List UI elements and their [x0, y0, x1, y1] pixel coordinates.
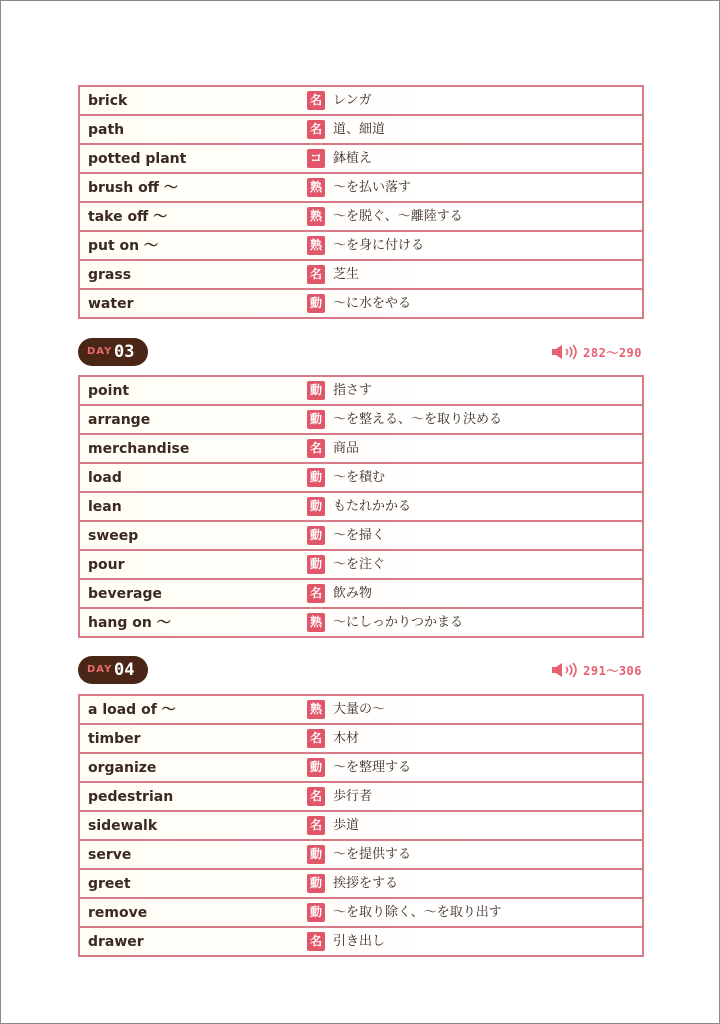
- vocab-table: [78, 375, 644, 638]
- word: serve: [88, 847, 132, 863]
- vocab-section-1: [78, 85, 644, 319]
- word: take off 〜: [88, 209, 168, 225]
- table-row: [80, 754, 642, 783]
- pos-badge: 動: [307, 758, 325, 777]
- speaker-icon: [551, 662, 579, 678]
- pos-badge: 動: [307, 381, 325, 400]
- word: arrange: [88, 412, 151, 428]
- meaning: 歩道: [333, 818, 360, 833]
- word: put on 〜: [88, 238, 159, 254]
- pos-badge: 熟: [307, 613, 325, 632]
- meaning: 〜を身に付ける: [333, 238, 425, 253]
- table-row: [80, 696, 642, 725]
- meaning: 芝生: [333, 267, 360, 282]
- word: merchandise: [88, 441, 190, 457]
- meaning: もたれかかる: [333, 499, 412, 514]
- meaning: 飲み物: [333, 586, 373, 601]
- table-row: [80, 232, 642, 261]
- pos-badge: 熟: [307, 207, 325, 226]
- table-row: [80, 725, 642, 754]
- meaning: 歩行者: [333, 789, 373, 804]
- table-row: [80, 116, 642, 145]
- table-row: [80, 87, 642, 116]
- word: timber: [88, 731, 141, 747]
- meaning: 〜にしっかりつかまる: [333, 615, 464, 630]
- table-row: [80, 290, 642, 319]
- word: hang on 〜: [88, 615, 171, 631]
- meaning: 〜を脱ぐ、〜離陸する: [333, 209, 463, 224]
- pos-badge: 熟: [307, 700, 325, 719]
- pos-badge: 名: [307, 584, 325, 603]
- pos-badge: 名: [307, 120, 325, 139]
- track-range: 291〜306: [583, 663, 642, 678]
- day-pill: [78, 656, 148, 684]
- meaning: 〜を掃く: [333, 528, 386, 543]
- meaning: 大量の〜: [333, 702, 386, 717]
- word: pedestrian: [88, 789, 174, 805]
- pos-badge: 名: [307, 816, 325, 835]
- pos-badge: 動: [307, 410, 325, 429]
- word: remove: [88, 905, 148, 921]
- word: drawer: [88, 934, 144, 950]
- day-header-04: [78, 656, 644, 684]
- meaning: 〜を整える、〜を取り決める: [333, 412, 503, 427]
- word: pour: [88, 557, 125, 573]
- word: a load of 〜: [88, 702, 176, 718]
- table-row: [80, 841, 642, 870]
- word: organize: [88, 760, 157, 776]
- pos-badge: コ: [307, 149, 325, 168]
- day-number: 03: [114, 342, 135, 362]
- word: brick: [88, 93, 128, 109]
- meaning: 〜を提供する: [333, 847, 412, 862]
- table-row: [80, 203, 642, 232]
- pos-badge: 動: [307, 526, 325, 545]
- table-row: [80, 261, 642, 290]
- meaning: 〜を積む: [333, 470, 386, 485]
- meaning: 〜を払い落す: [333, 180, 412, 195]
- table-row: [80, 551, 642, 580]
- meaning: 〜を取り除く、〜を取り出す: [333, 905, 502, 920]
- pos-badge: 動: [307, 497, 325, 516]
- pos-badge: 動: [307, 468, 325, 487]
- track-range: 282〜290: [583, 345, 642, 360]
- word: brush off 〜: [88, 180, 178, 196]
- meaning: 鉢植え: [333, 151, 373, 166]
- word: point: [88, 383, 130, 399]
- table-row: [80, 899, 642, 928]
- pos-badge: 動: [307, 903, 325, 922]
- table-row: [80, 783, 642, 812]
- meaning: 商品: [333, 441, 360, 456]
- pos-badge: 動: [307, 845, 325, 864]
- speaker-icon: [551, 344, 579, 360]
- pos-badge: 名: [307, 91, 325, 110]
- day-pill: [78, 338, 148, 366]
- day-number: 04: [114, 660, 135, 680]
- meaning: 挨拶をする: [333, 876, 399, 891]
- table-row: [80, 928, 642, 957]
- vocab-table: [78, 694, 644, 957]
- pos-badge: 名: [307, 787, 325, 806]
- word: sweep: [88, 528, 139, 544]
- table-row: [80, 493, 642, 522]
- meaning: 〜を整理する: [333, 760, 412, 775]
- word: lean: [88, 499, 122, 515]
- table-row: [80, 870, 642, 899]
- word: grass: [88, 267, 132, 283]
- meaning: 〜に水をやる: [333, 296, 412, 311]
- table-row: [80, 435, 642, 464]
- table-row: [80, 145, 642, 174]
- meaning: 〜を注ぐ: [333, 557, 386, 572]
- meaning: 引き出し: [333, 934, 386, 949]
- meaning: レンガ: [333, 93, 372, 108]
- pos-badge: 動: [307, 294, 325, 313]
- word: potted plant: [88, 151, 187, 167]
- table-row: [80, 580, 642, 609]
- day-label: DAY: [87, 664, 113, 675]
- pos-badge: 名: [307, 439, 325, 458]
- table-row: [80, 377, 642, 406]
- table-row: [80, 406, 642, 435]
- pos-badge: 名: [307, 265, 325, 284]
- word: path: [88, 122, 125, 138]
- table-row: [80, 609, 642, 638]
- pos-badge: 名: [307, 932, 325, 951]
- table-row: [80, 522, 642, 551]
- pos-badge: 熟: [307, 178, 325, 197]
- table-row: [80, 464, 642, 493]
- pos-badge: 熟: [307, 236, 325, 255]
- vocab-table: [78, 85, 644, 319]
- meaning: 木材: [333, 731, 360, 746]
- pos-badge: 名: [307, 729, 325, 748]
- meaning: 道、細道: [333, 122, 386, 137]
- word: beverage: [88, 586, 163, 602]
- day-label: DAY: [87, 346, 113, 357]
- vocab-section-3: [78, 694, 644, 957]
- day-header-03: [78, 338, 644, 366]
- audio-track-info[interactable]: [551, 656, 642, 684]
- table-row: [80, 812, 642, 841]
- word: greet: [88, 876, 131, 892]
- word: water: [88, 296, 134, 312]
- table-row: [80, 174, 642, 203]
- word: sidewalk: [88, 818, 158, 834]
- audio-track-info[interactable]: [551, 338, 642, 366]
- vocab-section-2: [78, 375, 644, 638]
- pos-badge: 動: [307, 555, 325, 574]
- meaning: 指さす: [333, 383, 373, 398]
- word: load: [88, 470, 122, 486]
- pos-badge: 動: [307, 874, 325, 893]
